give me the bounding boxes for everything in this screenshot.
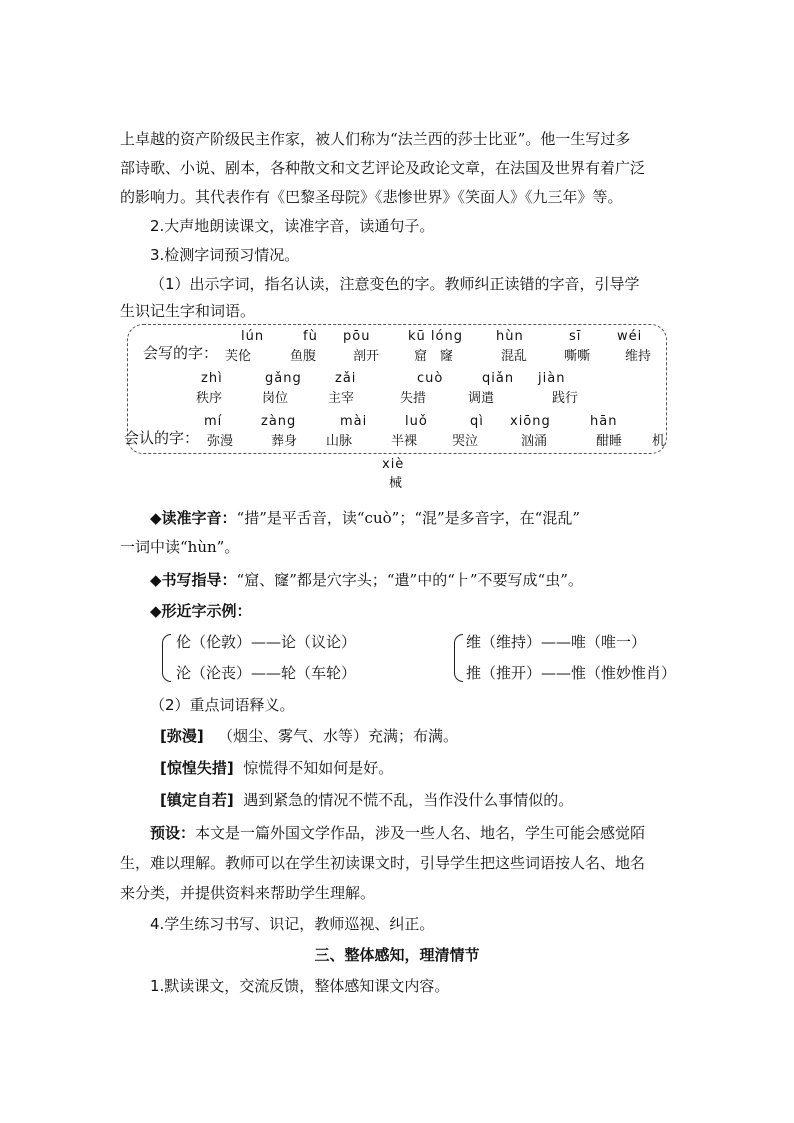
vocab-word: 弥漫	[207, 434, 234, 449]
pinyin: xiè	[382, 457, 405, 472]
preset-label: 预设：	[150, 824, 196, 842]
vocab-word: 践行	[552, 391, 579, 406]
pinyin: lún	[241, 329, 265, 344]
step-3: 3.检测字词预习情况。	[150, 246, 300, 264]
pron-line-1	[150, 507, 580, 529]
pron-title: ◆读准字音：	[150, 509, 237, 527]
intro-line-3: 的影响力。其代表作有《巴黎圣母院》《悲惨世界》《笑面人》《九三年》等。	[120, 188, 623, 206]
term-word: [弥漫]	[160, 727, 204, 745]
vocab-word: 半裸	[391, 434, 418, 449]
vocab-word: 机	[652, 434, 666, 449]
vocab-word: 岗位	[262, 391, 289, 406]
write-label: 会写的字：	[143, 344, 219, 362]
similar-title: ◆形近字示例：	[150, 602, 252, 620]
vocab-word: 秩序	[196, 391, 223, 406]
pinyin: zǎi	[335, 371, 357, 386]
vocab-word: 葬身	[271, 434, 298, 449]
pinyin: jiàn	[538, 371, 566, 386]
section-heading: 三、整体感知，理清情节	[314, 946, 480, 964]
pron-text: “措”是平舌音，读“cuò”；“混”是多音字，在“混乱”	[236, 509, 580, 527]
section-3-step-1: 1.默读课文，交流反馈，整体感知课文内容。	[150, 977, 450, 995]
writing-line	[150, 569, 583, 591]
term-word: [惊惶失措]	[160, 759, 234, 777]
pinyin: wéi	[617, 329, 643, 344]
sub-step-2: （2）重点词语释义。	[150, 696, 295, 714]
vocab-word: 械	[389, 476, 403, 491]
preset-line-3: 来分类，并提供资料来帮助学生理解。	[120, 884, 376, 902]
term-definition: 遇到紧急的情况不慌不乱，当作没什么事情似的。	[243, 791, 574, 809]
left-brace	[162, 634, 171, 682]
vocab-word: 调遣	[468, 391, 495, 406]
term-definition: （烟尘、雾气、水等）充满；布满。	[218, 727, 459, 745]
preset-line-2: 生，难以理解。教师可以在学生初读课文时，引导学生把这些词语按人名、地名	[120, 854, 646, 872]
vocab-word: 哭泣	[452, 434, 479, 449]
vocab-word: 山脉	[326, 434, 353, 449]
writing-text: “窟、窿”都是穴字头；“遣”中的“⺊”不要写成“虫”。	[236, 571, 583, 589]
pinyin: zàng	[261, 414, 297, 429]
sub-step-1-line-2: 生识记生字和词语。	[120, 302, 256, 320]
pron-line-2: 一词中读“hùn”。	[120, 538, 240, 556]
vocab-word: 混乱	[501, 349, 528, 364]
vocab-word: 酣睡	[596, 434, 623, 449]
vocab-word: 窟 窿	[414, 349, 454, 364]
term-word: [镇定自若]	[160, 791, 234, 809]
pinyin: qì	[470, 414, 484, 429]
preset-line-1	[150, 822, 645, 844]
pinyin: mí	[204, 414, 223, 429]
vocab-word: 芙伦	[225, 349, 252, 364]
vocab-word: 汹涌	[521, 434, 548, 449]
writing-title: ◆书写指导：	[150, 571, 237, 589]
vocab-word: 鱼腹	[290, 349, 317, 364]
sub-step-1-line-1: （1）出示字词，指名认读，注意变色的字。教师纠正读错的字音，引导学	[150, 275, 640, 293]
similar-right-2: 推（推开）——惟（惟妙惟肖）	[466, 664, 677, 682]
preset-text: 本文是一篇外国文学作品，涉及一些人名、地名，学生可能会感觉陌	[195, 824, 646, 842]
term-2	[160, 757, 393, 779]
term-definition: 惊慌得不知如何是好。	[243, 759, 394, 777]
pinyin: gǎng	[265, 371, 302, 386]
pinyin: zhì	[201, 371, 223, 386]
pinyin: xiōng	[510, 414, 551, 429]
pinyin: sī	[569, 329, 582, 344]
intro-line-1: 上卓越的资产阶级民主作家，被人们称为“法兰西的莎士比亚”。他一生写过多	[120, 130, 631, 148]
pinyin: fù	[303, 329, 318, 344]
pinyin: pōu	[343, 329, 371, 344]
term-1	[160, 725, 458, 747]
pinyin: hùn	[496, 329, 524, 344]
pinyin: hān	[590, 414, 618, 429]
similar-left-1: 伦（伦敦）——论（议论）	[176, 633, 357, 651]
pinyin: luǒ	[405, 414, 428, 429]
step-2: 2.大声地朗读课文，读准字音，读通句子。	[150, 217, 435, 235]
similar-right-1: 维（维持）——唯（唯一）	[466, 633, 647, 651]
pinyin: kū lóng	[408, 329, 463, 344]
similar-left-2: 沦（沦丧）——轮（车轮）	[176, 664, 357, 682]
pinyin: cuò	[417, 371, 444, 386]
read-label: 会认的字：	[124, 429, 200, 447]
right-brace	[454, 634, 463, 682]
term-3	[160, 789, 573, 811]
vocab-word: 失措	[400, 391, 427, 406]
pinyin: qiǎn	[482, 371, 515, 386]
vocab-word: 嘶嘶	[564, 349, 591, 364]
intro-line-2: 部诗歌、小说、剧本，各种散文和文艺评论及政论文章，在法国及世界有着广泛	[120, 159, 646, 177]
pinyin: mài	[340, 414, 368, 429]
vocab-word: 剖开	[353, 349, 380, 364]
step-4: 4.学生练习书写、识记，教师巡视、纠正。	[150, 915, 435, 933]
vocab-word: 主宰	[328, 391, 355, 406]
vocab-word: 维持	[625, 349, 652, 364]
